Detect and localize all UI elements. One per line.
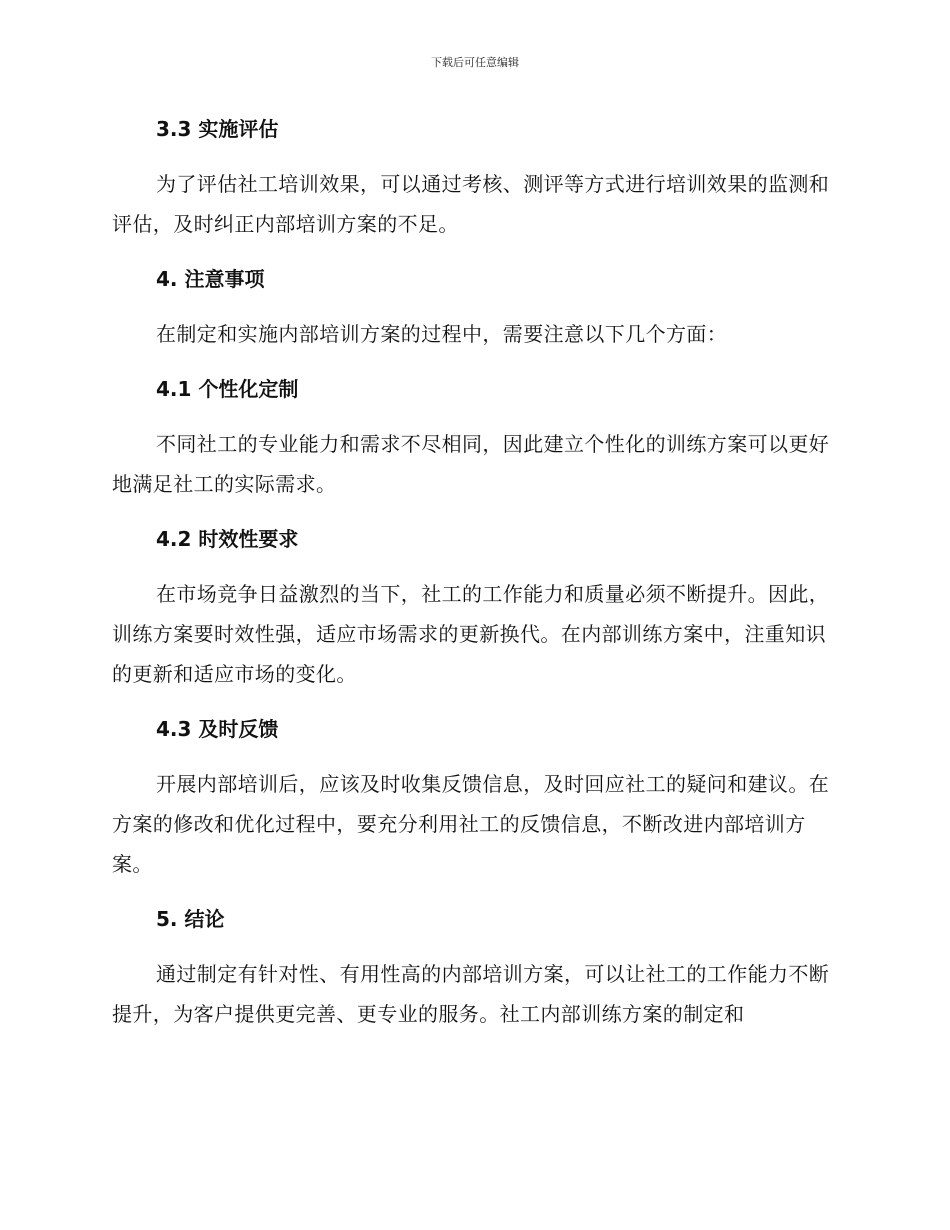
section-heading-5: 5. 结论	[156, 907, 225, 931]
page-header-note: 下载后可任意编辑	[431, 56, 519, 69]
section-heading-4: 4. 注意事项	[156, 267, 265, 291]
section-heading-4-2: 4.2 时效性要求	[156, 527, 299, 551]
section-heading-4-1: 4.1 个性化定制	[156, 377, 299, 401]
paragraph-evaluation: 为了评估社工培训效果，可以通过考核、测评等方式进行培训效果的监测和评估，及时纠正内部培训方案的不足。	[112, 172, 830, 236]
paragraph-notes-intro: 在制定和实施内部培训方案的过程中，需要注意以下几个方面：	[156, 322, 728, 346]
paragraph-timeliness: 在市场竞争日益激烈的当下，社工的工作能力和质量必须不断提升。因此，训练方案要时效性强，适应市场需求的更新换代。在内部训练方案中，注重知识的更新和适应市场的变化。	[112, 582, 830, 686]
document-body	[112, 112, 832, 1034]
paragraph-personalization: 不同社工的专业能力和需求不尽相同，因此建立个性化的训练方案可以更好地满足社工的实际需求。	[112, 432, 830, 496]
paragraph-conclusion: 通过制定有针对性、有用性高的内部培训方案，可以让社工的工作能力不断提升，为客户提供更完善、更专业的服务。社工内部训练方案的制定和	[112, 962, 830, 1026]
paragraph-feedback: 开展内部培训后，应该及时收集反馈信息，及时回应社工的疑问和建议。在方案的修改和优化过程中，要充分利用社工的反馈信息，不断改进内部培训方案。	[112, 772, 830, 876]
section-heading-3-3: 3.3 实施评估	[156, 117, 279, 141]
section-heading-4-3: 4.3 及时反馈	[156, 717, 279, 741]
